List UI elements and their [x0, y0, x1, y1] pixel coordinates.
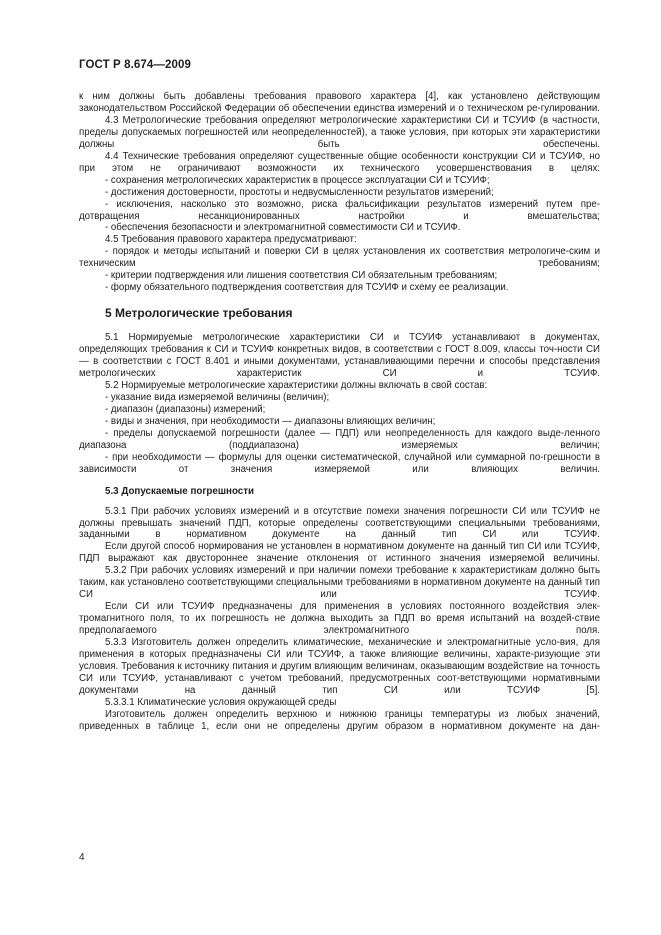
paragraph-subheading: 5.3.3.1 Климатические условия окружающей среды [105, 696, 337, 708]
list-item: - форму обязательного подтверждения соответствия для ТСУИФ и схему ее реализации. [105, 282, 509, 294]
section-heading: 5 Метрологические требования [105, 306, 293, 321]
paragraph: 5.2 Нормируемые метрологические характеристики должны включать в свой состав: [105, 379, 488, 391]
list-item: - критерии подтверждения или лишения соответствия СИ обязательным требованиям; [105, 270, 498, 282]
page-body [79, 91, 600, 733]
list-item: - виды и значения, при необходимости — диапазоны влияющих величин; [105, 415, 436, 427]
paragraph: 5.3.2 При рабочих условиях измерений и при наличии помехи требование к характеристикам должно быть таким, как установлено соответствующими специальными требованиями в нормативном документе на данный тип СИ или ТСУИФ. [79, 565, 600, 601]
list-item: - пределы допускаемой погрешности (далее — ПДП) или неопределенность для каждого выде-ленного диапазона (поддиапазона) измеряемых величин; [79, 427, 600, 451]
paragraph: Изготовитель должен определить верхнюю и нижнюю границы температуры из любых значений, приведенных в таблице 1, если они не определены другим образом в нормативном документе на дан- [79, 708, 600, 732]
list-item: - обеспечения безопасности и электромагнитной совместимости СИ и ТСУИФ. [105, 222, 461, 234]
paragraph: Если другой способ нормирования не установлен в нормативном документе на данный тип СИ или ТСУИФ, ПДП выражают как двустороннее значение отклонения от истинного значения измеряемой величины. [79, 541, 600, 565]
list-item: - сохранения метрологических характеристик в процессе эксплуатации СИ и ТСУИФ; [105, 174, 490, 186]
paragraph: 5.3.1 При рабочих условиях измерений и в отсутствие помехи значения погрешности СИ или ТСУИФ не должны превышать значений ПДП, которые определены соответствующими специальными требованиями, заданными в нормативном документе на данный тип СИ или ТСУИФ. [79, 505, 600, 541]
list-item: - порядок и методы испытаний и поверки СИ в целях установления их соответствия метрологиче-ским и техническим требованиям; [79, 246, 600, 270]
list-item: - диапазон (диапазоны) измерений; [105, 403, 266, 415]
paragraph: к ним должны быть добавлены требования правового характера [4], как установлено действующим законодательством Российской Федерации об обеспечении единства измерений и о техническом ре-гулировании. [79, 91, 600, 114]
list-item: - исключения, насколько это возможно, риска фальсификации результатов измерений путем пре-дотвращения несанкционированных настройки и вмешательства; [79, 198, 600, 222]
list-item: - достижения достоверности, простоты и недвусмысленности результатов измерений; [105, 186, 494, 198]
paragraph: 5.1 Нормируемые метрологические характеристики СИ и ТСУИФ устанавливают в документах, определяющих требования к СИ и ТСУИФ конкретных видов, в соответствии с ГОСТ 8.009, классы точ-ности СИ — в соответствии с ГОСТ 8.401 и иными документами, устанавливающими перечни и способы представления метрологических характеристик СИ и ТСУИФ. [79, 332, 600, 380]
paragraph: 5.3.3 Изготовитель должен определить климатические, механические и электромагнитные усло-вия, для применения в которых предназначены СИ или ТСУИФ, а также влияющие величины, характе-ризующие эти условия. Требования к источнику питания и другим влияющим величинам, оказывающим воздействие на точность СИ или ТСУИФ, устанавливают с учетом требований, предусмотренных соот-ветствующими нормативными документами на данный тип СИ или ТСУИФ [5]. [79, 637, 600, 696]
paragraph: 4.5 Требования правового характера предусматривают: [105, 234, 357, 246]
list-item: - при необходимости — формулы для оценки систематической, случайной или суммарной по-грешности в зависимости от значения измеряемой или влияющих величин. [79, 451, 600, 475]
paragraph: 4.4 Технические требования определяют существенные общие особенности конструкции СИ и ТСУИФ, но при этом не ограничивают возможности их технического усовершенствования в целях: [79, 150, 600, 174]
document-header: ГОСТ Р 8.674—2009 [79, 59, 191, 71]
subsection-heading: 5.3 Допускаемые погрешности [105, 485, 255, 497]
list-item: - указание вида измеряемой величины (величин); [105, 391, 330, 403]
page-number: 4 [79, 852, 85, 863]
paragraph: 4.3 Метрологические требования определяют метрологические характеристики СИ и ТСУИФ (в частности, пределы допускаемых погрешностей или неопределенностей), а также условия, при которых эти характеристики должны быть обеспечены. [79, 114, 600, 150]
paragraph: Если СИ или ТСУИФ предназначены для применения в условиях постоянного воздействия элек-тромагнитного поля, то их погрешность не должна выходить за ПДП во время испытаний на воздей-ствие предполагаемого электромагнитного поля. [79, 601, 600, 637]
